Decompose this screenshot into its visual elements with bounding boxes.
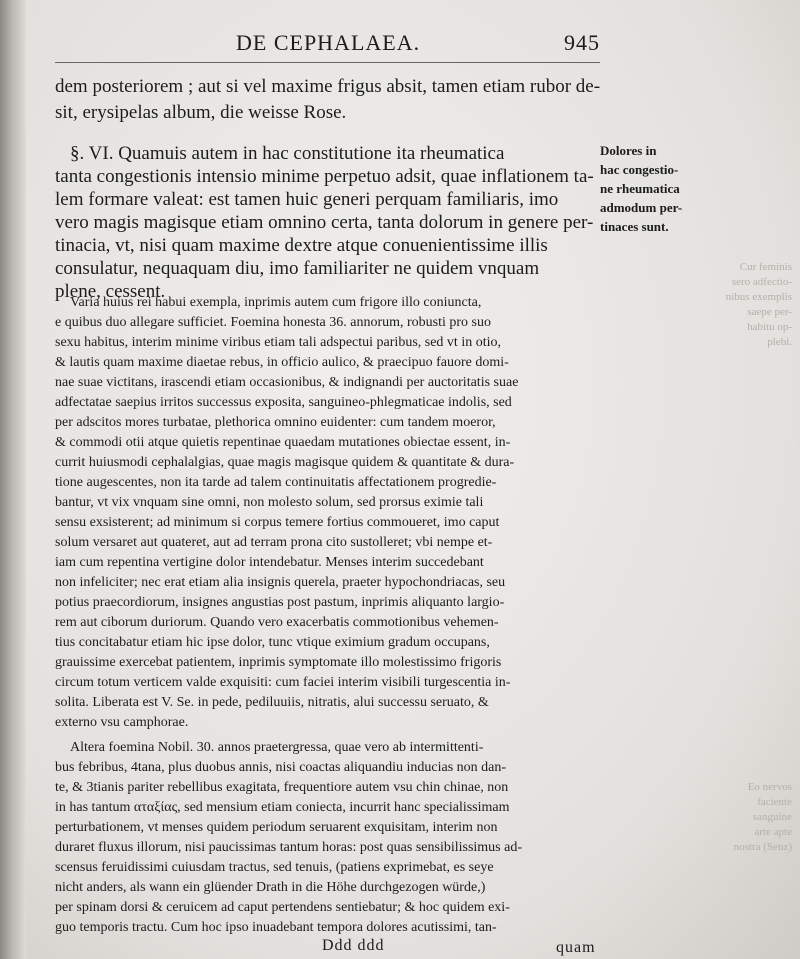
bleed-through-lower	[642, 780, 792, 855]
catchword: quam	[556, 939, 596, 956]
text-line: dem posteriorem ; aut si vel maxime frigus absit, tamen etiam rubor de-	[55, 76, 600, 97]
text-line: iam cum repentina vertigine dolor intendebatur. Menses interim succedebant	[55, 555, 484, 570]
text-line: circum totum verticem valde exquisiti: cum faciei interim visibili turgescentia in-	[55, 675, 511, 690]
text-line: per spinam dorsi & ceruicem ad caput pertendens sentiebatur; & hoc quidem exi-	[55, 900, 510, 915]
signature-mark: Ddd ddd	[322, 937, 385, 954]
bleed-line: Eo nervos	[747, 781, 792, 793]
page-gutter-shadow	[0, 0, 26, 959]
text-line: consulatur, nequaquam diu, imo familiariter ne quidem vnquam	[55, 258, 540, 279]
text-line: duraret fluxus illorum, nisi paucissimas tantum horas: post quas sensibilissimus ad-	[55, 840, 523, 855]
text-line: vero magis magisque etiam omnino certa, tanta dolorum in genere per-	[55, 212, 594, 233]
text-line: currit huiusmodi cephalalgias, quae magis magisque quidem & quantitate & dura-	[55, 455, 515, 470]
text-line: per adscitos mores turbatae, plethorica omnino euidenter: cum tandem moeror,	[55, 415, 496, 430]
text-line: nicht anders, als wann ein glüender Drath in die Höhe durchgezogen würde,)	[55, 880, 486, 895]
text-line: bus febribus, 4tana, plus duobus annis, nisi coactas aliquandiu inducias non dan-	[55, 760, 507, 775]
bleed-line: nibus exemplis	[725, 291, 792, 303]
text-line: plene, cessent.	[55, 281, 166, 302]
text-line: guo temporis tractu. Cum hoc ipso inuadebant tempora dolores acutissimi, tan-	[55, 920, 497, 935]
text-line: adfectatae saepius irritos successus exposita, sanguineo-phlegmaticae indolis, sed	[55, 395, 512, 410]
bleed-line: arte apte	[754, 826, 792, 838]
text-line: te, & 3tianis pariter rebellibus exagitata, frequentiore autem vsu chin chinae, non	[55, 780, 509, 795]
text-line: bantur, vt vix vnquam sine omni, non molesto solum, sed prorsus eximie tali	[55, 495, 484, 510]
text-line: e quibus duo allegare sufficiet. Foemina honesta 36. annorum, robusti pro suo	[55, 315, 491, 330]
text-line: Varia huius rei habui exempla, inprimis autem cum frigore illo coniuncta,	[70, 295, 482, 310]
text-line: scensus feruidissimi cuiusdam tractus, sed tenuis, (patiens exprimebat, es seye	[55, 860, 494, 875]
text-line: sexu habitus, interim minime viribus etiam tali adspectui paribus, sed vt in otio,	[55, 335, 501, 350]
text-line: tius concitabatur etiam hic ipse dolor, tunc vtique eximium gradum occupans,	[55, 635, 490, 650]
text-line: grauissime exercebat patientem, inprimis symptomate illo molestissimo frigoris	[55, 655, 502, 670]
text-line: tione augescentes, non ita tarde ad talem continuitatis affectationem progredie-	[55, 475, 497, 490]
text-line: & lautis quam maxime diaetae rebus, in officio aulico, & praecipuo fauore domi-	[55, 355, 509, 370]
margin-note-line: ne rheumatica	[600, 181, 680, 196]
text-line: externo vsu camphorae.	[55, 715, 189, 730]
text-line: non infeliciter; nec erat etiam alia insignis querela, praeter hypochondriacas, seu	[55, 575, 506, 590]
bleed-line: plebi.	[767, 336, 792, 348]
bleed-line: sero adfectio-	[731, 276, 792, 288]
text-line: §. VI. Quamuis autem in hac constitutione ita rheumatica	[70, 143, 505, 164]
text-line: Altera foemina Nobil. 30. annos praetergressa, quae vero ab intermittenti-	[70, 740, 484, 755]
text-line: lem formare valeat: est tamen huic generi perquam familiaris, imo	[55, 189, 559, 210]
bleed-line: faciente	[757, 796, 792, 808]
page-number: 945	[564, 30, 600, 55]
text-line: & commodi otii atque quietis repentinae quaedam mutationes obiectae essent, in-	[55, 435, 511, 450]
bleed-line: Cur feminis	[739, 261, 792, 273]
margin-note	[600, 141, 692, 236]
text-line: sensu exsisterent; ad minimum si corpus temere fortius commoueret, imo caput	[55, 515, 500, 530]
text-line: solum versaret aut quateret, aut ad terram prona cito sustolleret; vbi nempe et-	[55, 535, 493, 550]
margin-note-line: admodum per-	[600, 200, 683, 215]
text-line: sit, erysipelas album, die weisse Rose.	[55, 102, 347, 123]
bleed-through-upper	[642, 260, 792, 350]
text-line: tinacia, vt, nisi quam maxime dextre atque conuenientissime illis	[55, 235, 548, 256]
text-line: nae suae victitans, irascendi etiam occasionibus, & indignandi per auctoritatis suae	[55, 375, 519, 390]
text-line: solita. Liberata est V. Se. in pede, pediluuiis, nitratis, alui successu seruato, &	[55, 695, 489, 710]
bleed-line: habitu op-	[747, 321, 792, 333]
header-rule	[55, 62, 600, 63]
margin-note-line: tinaces sunt.	[600, 219, 669, 234]
running-title: DE CEPHALAEA.	[236, 30, 421, 55]
margin-note-line: Dolores in	[600, 143, 657, 158]
bleed-line: saepe per-	[747, 306, 792, 318]
text-line: rem aut ciborum duriorum. Quando vero exacerbatis commotionibus vehemen-	[55, 615, 499, 630]
bleed-line: sanguine	[752, 811, 792, 823]
text-line: tanta congestionis intensio minime perpetuo adsit, quae inflationem ta-	[55, 166, 594, 187]
bleed-line: nostra (Senz)	[733, 841, 792, 853]
text-line: potius praecordiorum, insignes angustias post pastum, inprimis aliquanto largio-	[55, 595, 505, 610]
text-line: perturbationem, vt menses quidem periodum seruarent exquisitam, interim non	[55, 820, 498, 835]
text-line: in has tantum αταξίας, sed mensium etiam coniecta, incurrit hanc specialissimam	[55, 800, 510, 815]
margin-note-line: hac congestio-	[600, 162, 679, 177]
